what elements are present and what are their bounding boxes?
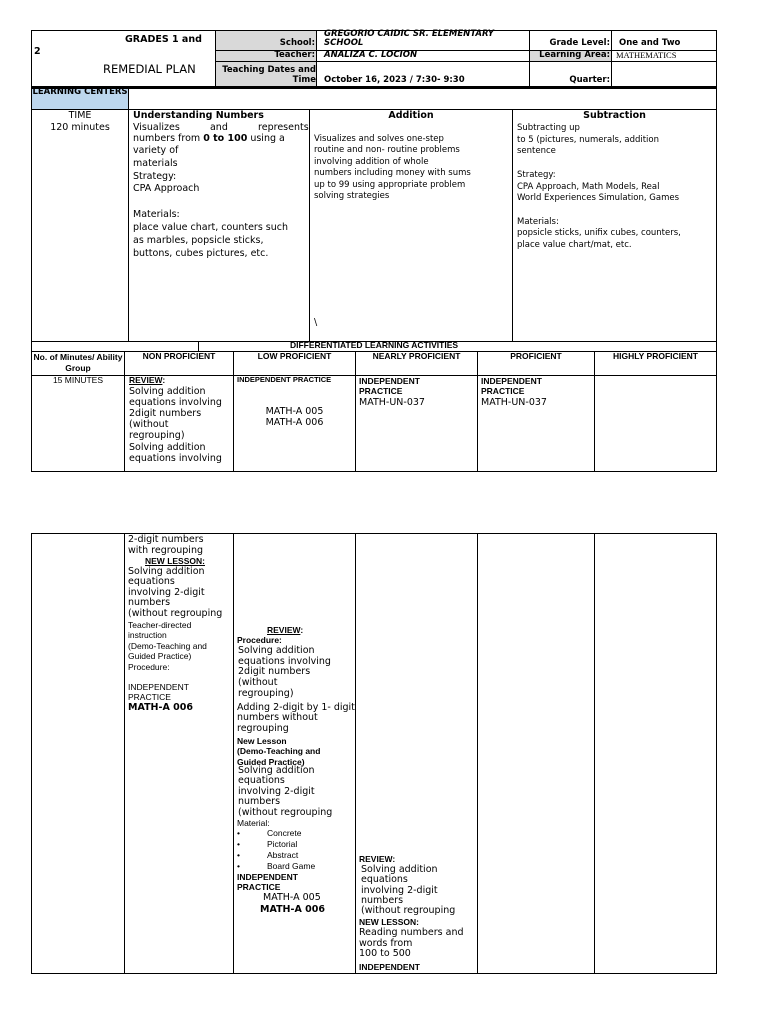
p2-non-code: MATH-A 006 [128,702,193,713]
col-prof-label: PROFICIENT [510,351,562,361]
p2-non-continuation: 2-digit numbers with regrouping [128,534,204,557]
p2-low-code-2: MATH-A 006 [260,904,325,915]
dates-label: Teaching Dates and Time [222,65,316,85]
p2-low-review-colon: : [300,625,304,635]
dates-value: October 16, 2023 / 7:30- 9:30 [324,75,465,85]
nearly-independent-practice: INDEPENDENT PRACTICE [359,376,420,397]
time-cell [31,109,129,342]
p2-low-material-item: Abstract [267,850,299,860]
p2-low-material: Material: [237,818,270,828]
understanding-range: 0 to 100 [203,133,248,144]
p2-low-procedure: Procedure: [237,635,282,645]
addition-mark: \ [314,317,318,328]
school-label: School: [279,38,315,48]
subtraction-body: Subtracting up to 5 (pictures, numerals, addition sentence Strategy: CPA Approach, Math Models, Real World Experiences Simulation, Games Materials: popsicle sticks, unifix cubes, counters, place value chart/mat, etc. [517,123,681,251]
addition-title: Addition [388,110,434,121]
bullet-icon: • [237,861,240,871]
col-group-label: No. of Minutes/ Ability Group [33,352,123,373]
non-review-colon: : [162,375,166,385]
low-independent-practice: INDEPENDENT PRACTICE [237,375,332,384]
grade-level-label: Grade Level: [549,38,610,48]
p2-non-new-lesson: NEW LESSON: [145,556,205,566]
p2-nearly-review: REVIEW: [359,854,396,864]
bullet-icon: • [237,839,240,849]
understanding-line2-c: using a [247,133,285,144]
activities-title: DIFFERENTIATED LEARNING ACTIVITIES [289,340,459,350]
p2-low-material-item: Concrete [267,828,302,838]
bullet-icon: • [237,850,240,860]
understanding-body: variety of materials Strategy: CPA Approach Materials: place value chart, counters such as marbles, popsicle sticks, buttons, cubes pictures, etc. [133,145,289,259]
grade-number: 2 [34,46,41,57]
time-value: 120 minutes [50,122,110,133]
p2-proficient-cell [477,533,595,974]
p2-low-material-item: Pictorial [267,839,298,849]
teacher-value: ANALIZA C. LOCION [324,50,418,60]
grade-level-value: One and Two [619,38,681,48]
learning-area-value: MATHEMATICS [616,50,677,60]
p2-non-independent-practice: INDEPENDENT PRACTICE [128,682,189,703]
understanding-line1: Visualizes and represents [133,122,309,133]
understanding-title: Understanding Numbers [133,110,264,121]
highly-proficient-cell [594,375,717,472]
time-label: TIME [68,110,92,121]
p2-low-review-body: Solving addition equations involving 2digit numbers (without regrouping) [238,645,331,699]
teacher-label: Teacher: [274,50,315,60]
p2-highly-proficient-cell [594,533,717,974]
p2-low-new-lesson: New Lesson (Demo-Teaching and Guided Practice) [237,736,321,767]
understanding-line2 [133,134,285,145]
non-review-label: REVIEW [129,375,163,385]
minutes-cell [31,375,125,472]
p2-minutes-cell [31,533,125,974]
p2-nearly-new-lesson: NEW LESSON: [359,917,419,927]
learning-centers-label: LEARNING CENTERS [32,87,128,97]
col-low-label: LOW PROFICIENT [257,351,332,361]
p2-nearly-independent: INDEPENDENT [359,962,420,972]
p2-nearly-review-body: Solving addition equations involving 2-digit numbers (without regrouping [361,864,456,916]
quarter-label: Quarter: [569,75,610,85]
proficient-code: MATH-UN-037 [481,397,547,408]
understanding-line2-a: numbers from [133,133,204,144]
p2-low-independent-practice: INDEPENDENT PRACTICE [237,872,298,893]
proficient-independent-practice: INDEPENDENT PRACTICE [481,376,542,397]
p2-nearly-lesson-body: Reading numbers and words from 100 to 500 [359,927,464,960]
p2-low-material-item: Board Game [267,861,316,871]
plan-title: REMEDIAL PLAN [103,62,196,76]
p2-low-review-label: REVIEW [267,625,301,635]
p2-low-code-1: MATH-A 005 [263,892,321,903]
col-high-label: HIGHLY PROFICIENT [612,351,698,361]
p2-non-instruction: Teacher-directed instruction (Demo-Teaching and Guided Practice) Procedure: [128,620,207,672]
learning-area-label: Learning Area: [539,50,610,60]
col-non-label: NON PROFICIENT [142,351,216,361]
grades-label: GRADES 1 and [125,34,202,45]
col-nearly-label: NEARLY PROFICIENT [372,351,461,361]
p2-non-lesson-body: Solving addition equations involving 2-digit numbers (without regrouping [128,566,223,619]
p2-low-adding: Adding 2-digit by 1- digit numbers without regrouping [237,702,355,734]
low-codes: MATH-A 005 MATH-A 006 [265,406,324,429]
bullet-icon: • [237,828,240,838]
addition-body: Visualizes and solves one-step routine and non- routine problems involving addition of whole numbers including money with sums up to 99 using appropriate problem solving strategies [314,134,471,202]
non-review-heading [129,376,165,386]
p2-low-lesson-body: Solving addition equations involving 2-digit numbers (without regrouping [238,765,333,818]
quarter-value-cell [611,61,717,88]
minutes-value: 15 MINUTES [52,375,104,385]
nearly-code: MATH-UN-037 [359,397,425,408]
subtraction-title: Subtraction [583,110,646,121]
non-review-body: Solving addition equations involving 2digit numbers (without regrouping) Solving addition equations involving [129,386,222,464]
school-value: GREGORIO CAIDIC SR. ELEMENTARY SCHOOL [324,29,494,49]
learning-centers-blank [128,88,717,110]
